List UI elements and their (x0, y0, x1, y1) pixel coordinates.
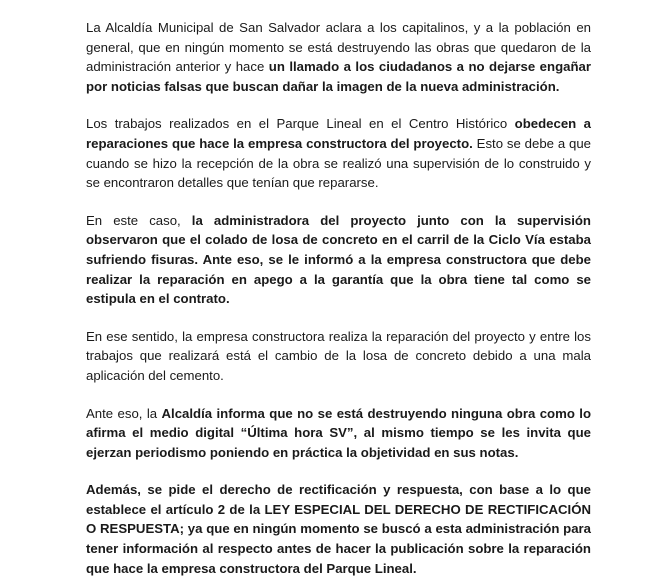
paragraph-2-run-1: Los trabajos realizados en el Parque Lineal en el Centro Histórico (86, 116, 515, 132)
paragraph-2-run-2: obedecen a reparaciones que hace la empresa constructora del proyecto. (86, 116, 591, 151)
paragraph-6 (86, 480, 591, 578)
paragraph-6-run-1: Además, se pide el derecho de rectificación y respuesta, con base a lo que establece el artículo 2 de la LEY ESPECIAL DEL DERECHO DE RECTIFICACIÓN O RESPUESTA; ya que en ningún momento se buscó a esta administración para tener información al respecto antes de hacer la publicación sobre la reparación que hace la empresa constructora del Parque Lineal. (86, 482, 591, 576)
paragraph-3 (86, 211, 591, 309)
paragraph-4-run-1: En ese sentido, la empresa constructora realiza la reparación del proyecto y entre los trabajos que realizará está el cambio de la losa de concreto debido a una mala aplicación del cemento. (86, 328, 591, 383)
paragraph-2-run-3: Esto se debe a que cuando se hizo la recepción de la obra se realizó una supervisión de lo construido y se encontraron detalles que tenían que repararse. (86, 135, 592, 191)
paragraph-4 (86, 327, 591, 386)
paragraph-5-run-1: Ante eso, la (86, 405, 162, 421)
paragraph-2 (86, 114, 591, 192)
paragraph-1-run-1: La Alcaldía Municipal de San Salvador aclara a los capitalinos, y a la población en general, que en ningún momento se está destruyendo las obras que quedaron de la administración anterior y hace (86, 20, 591, 75)
paragraph-1 (86, 18, 591, 96)
paragraph-3-run-1: En este caso, (86, 212, 192, 228)
paragraph-5-run-2: Alcaldía informa que no se está destruyendo ninguna obra como lo afirma el medio digital “Última hora SV”, al mismo tiempo se les invita que ejerzan periodismo poniendo en práctica la objetividad en sus notas. (86, 405, 591, 460)
paragraph-1-run-2: un llamado a los ciudadanos a no dejarse engañar por noticias falsas que buscan dañar la imagen de la nueva administración. (86, 59, 591, 94)
paragraph-3-run-2: la administradora del proyecto junto con la supervisión observaron que el colado de losa de concreto en el carril de la Ciclo Vía estaba sufriendo fisuras. Ante eso, se le informó a la empresa constructora que debe realizar la reparación en apego a la garantía que la obra tiene tal como se estipula en el contrato. (86, 212, 591, 307)
paragraph-5 (86, 404, 591, 463)
